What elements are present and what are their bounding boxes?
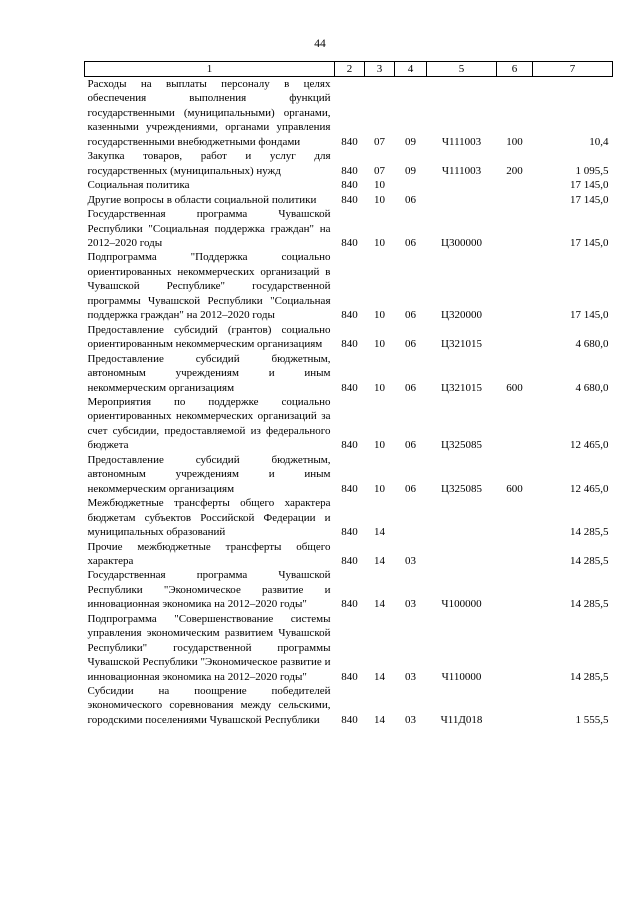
cell-grbs: 840	[341, 309, 358, 322]
header-col-6: 6	[497, 62, 533, 77]
table-body	[85, 77, 613, 728]
cell-target-article: Ц321015	[441, 338, 482, 351]
cell-target-article: Ц321015	[441, 381, 482, 394]
cell-grbs: 840	[341, 713, 358, 726]
cell-expense-type: 100	[506, 135, 523, 148]
cell-name: Подпрограмма "Совершенствование системы управления экономическим развитием Чувашской Республики" государственной программы Чувашской Республики "Экономическое развитие и инновационная экономика на 2012–2020 годы"	[87, 612, 331, 683]
budget-table	[84, 61, 613, 727]
cell-amount: 17 145,0	[570, 236, 609, 249]
page-number: 44	[314, 38, 326, 50]
cell-subsection	[395, 178, 427, 192]
header-col-3: 3	[365, 62, 395, 77]
table-row	[85, 193, 613, 207]
table-row	[85, 207, 613, 250]
cell-expense-type	[497, 684, 533, 727]
cell-amount: 17 145,0	[570, 309, 609, 322]
header-col-5: 5	[427, 62, 497, 77]
cell-section: 10	[374, 381, 385, 394]
cell-amount: 17 145,0	[570, 179, 609, 192]
cell-amount: 1 095,5	[575, 164, 609, 177]
cell-target-article: Ч111003	[441, 135, 482, 148]
cell-target-article	[427, 540, 497, 569]
cell-grbs: 840	[341, 381, 358, 394]
cell-grbs: 840	[341, 554, 358, 567]
cell-amount: 14 285,5	[570, 526, 609, 539]
cell-amount: 12 465,0	[570, 439, 609, 452]
cell-subsection: 03	[405, 670, 416, 683]
cell-section: 10	[374, 193, 385, 206]
cell-subsection: 09	[405, 164, 416, 177]
cell-grbs: 840	[341, 179, 358, 192]
cell-amount: 1 555,5	[575, 713, 609, 726]
cell-section: 07	[374, 164, 385, 177]
cell-amount: 14 285,5	[570, 670, 609, 683]
cell-subsection	[395, 496, 427, 539]
cell-expense-type	[497, 540, 533, 569]
table-row	[85, 395, 613, 453]
cell-grbs: 840	[341, 135, 358, 148]
cell-target-article: Ч100000	[441, 598, 482, 611]
cell-section: 14	[374, 713, 385, 726]
cell-expense-type: 200	[506, 164, 523, 177]
header-col-7: 7	[533, 62, 613, 77]
cell-name: Расходы на выплаты персоналу в целях обеспечения выполнения функций государственными (муниципальными) органами, казенными учреждениями, органами управления государственными внебюджетными фондами	[87, 78, 331, 148]
cell-amount: 4 680,0	[575, 338, 609, 351]
cell-section: 14	[374, 526, 385, 539]
table-row	[85, 250, 613, 322]
header-col-2: 2	[335, 62, 365, 77]
cell-target-article: Ц325085	[441, 439, 482, 452]
cell-target-article: Ц320000	[441, 309, 482, 322]
cell-expense-type	[497, 395, 533, 453]
cell-subsection: 03	[405, 713, 416, 726]
table-row	[85, 568, 613, 611]
cell-subsection: 09	[405, 135, 416, 148]
cell-name: Субсидии на поощрение победителей экономического соревнования между сельскими, городскими поселениями Чувашской Республики	[87, 685, 331, 726]
cell-grbs: 840	[341, 598, 358, 611]
table-row	[85, 149, 613, 178]
cell-target-article: Ц325085	[441, 482, 482, 495]
cell-expense-type	[497, 612, 533, 684]
cell-name: Предоставление субсидий бюджетным, автономным учреждениям и иным некоммерческим организациям	[87, 453, 331, 495]
cell-amount: 10,4	[589, 135, 609, 148]
cell-section: 10	[374, 482, 385, 495]
table-row	[85, 453, 613, 496]
cell-section: 07	[374, 135, 385, 148]
cell-expense-type	[497, 496, 533, 539]
table-row	[85, 684, 613, 727]
cell-section: 10	[374, 338, 385, 351]
cell-grbs: 840	[341, 439, 358, 452]
cell-subsection: 06	[405, 236, 416, 249]
cell-amount: 4 680,0	[575, 381, 609, 394]
cell-grbs: 840	[341, 193, 358, 206]
header-row	[85, 62, 613, 77]
cell-grbs: 840	[341, 236, 358, 249]
cell-subsection: 03	[405, 598, 416, 611]
table-row	[85, 178, 613, 192]
table-row	[85, 77, 613, 150]
cell-name: Мероприятия по поддержке социально ориентированных некоммерческих организаций за счет субсидии, предоставляемой из федерального бюджета	[87, 395, 331, 452]
cell-subsection: 06	[405, 482, 416, 495]
cell-target-article: Ц300000	[441, 236, 482, 249]
cell-name: Государственная программа Чувашской Республики "Экономическое развитие и инновационная экономика на 2012–2020 годы"	[87, 569, 331, 611]
cell-expense-type	[497, 250, 533, 322]
cell-name: Другие вопросы в области социальной политики	[87, 193, 317, 206]
cell-name: Прочие межбюджетные трансферты общего характера	[87, 540, 331, 567]
cell-section: 14	[374, 598, 385, 611]
table-row	[85, 540, 613, 569]
cell-section: 10	[374, 439, 385, 452]
header-col-4: 4	[395, 62, 427, 77]
cell-section: 10	[374, 309, 385, 322]
cell-grbs: 840	[341, 338, 358, 351]
cell-expense-type	[497, 323, 533, 352]
cell-expense-type	[497, 193, 533, 207]
table-row	[85, 496, 613, 539]
cell-grbs: 840	[341, 164, 358, 177]
cell-name: Государственная программа Чувашской Республики "Социальная поддержка граждан" на 2012–2020 годы	[87, 208, 331, 249]
table-row	[85, 352, 613, 395]
cell-amount: 14 285,5	[570, 598, 609, 611]
cell-section: 10	[374, 179, 385, 192]
cell-subsection: 06	[405, 309, 416, 322]
cell-name: Предоставление субсидий бюджетным, автономным учреждениям и иным некоммерческим организациям	[87, 352, 331, 394]
cell-subsection: 06	[405, 381, 416, 394]
cell-section: 14	[374, 670, 385, 683]
cell-subsection: 06	[405, 193, 416, 206]
cell-expense-type: 600	[506, 381, 523, 394]
cell-name: Межбюджетные трансферты общего характера бюджетам субъектов Российской Федерации и муниципальных образований	[87, 497, 331, 539]
table-row	[85, 612, 613, 684]
cell-target-article: Ч111003	[441, 164, 482, 177]
cell-section: 14	[374, 554, 385, 567]
cell-expense-type: 600	[506, 482, 523, 495]
cell-name: Предоставление субсидий (грантов) социально ориентированным некоммерческим организациям	[87, 323, 331, 351]
cell-expense-type	[497, 178, 533, 192]
cell-grbs: 840	[341, 482, 358, 495]
cell-amount: 17 145,0	[570, 193, 609, 206]
cell-expense-type	[497, 207, 533, 250]
cell-target-article: Ч110000	[441, 670, 482, 683]
header-col-1: 1	[85, 62, 335, 77]
cell-name: Подпрограмма "Поддержка социально ориентированных некоммерческих организаций в Чувашской Республике" государственной программы Чувашской Республики "Социальная поддержка граждан" на 2012–2020 годы	[87, 251, 331, 322]
cell-target-article	[427, 178, 497, 192]
cell-target-article	[427, 496, 497, 539]
cell-target-article: Ч11Д018	[440, 713, 483, 726]
cell-expense-type	[497, 568, 533, 611]
cell-grbs: 840	[341, 670, 358, 683]
cell-name: Закупка товаров, работ и услуг для государственных (муниципальных) нужд	[87, 150, 331, 177]
cell-subsection: 06	[405, 338, 416, 351]
table-row	[85, 323, 613, 352]
cell-amount: 14 285,5	[570, 554, 609, 567]
cell-target-article	[427, 193, 497, 207]
cell-section: 10	[374, 236, 385, 249]
cell-amount: 12 465,0	[570, 482, 609, 495]
cell-name: Социальная политика	[87, 179, 190, 192]
cell-subsection: 03	[405, 554, 416, 567]
cell-subsection: 06	[405, 439, 416, 452]
cell-grbs: 840	[341, 526, 358, 539]
